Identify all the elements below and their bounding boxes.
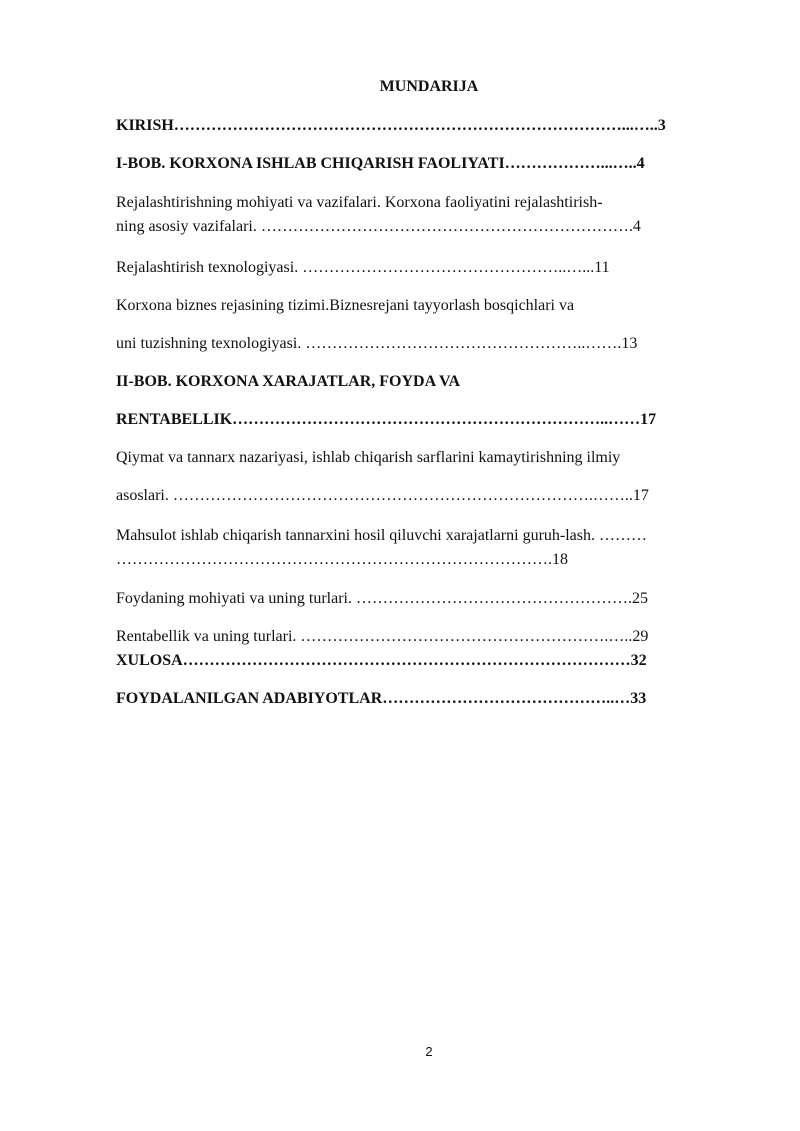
toc-entry-2-2-line1: Mahsulot ishlab chiqarish tannarxini hosil qiluvchi xarajatlarni guruh-lash. ………: [116, 527, 648, 544]
toc-entry-1-3-line2: uni tuzishning texnologiyasi. ……………………………………………..…….13: [116, 335, 638, 352]
toc-entry-2-1-line2: asoslari. …………………………………………………………………….……..17: [116, 487, 649, 504]
toc-entry-2-3: Foydaning mohiyati va uning turlari. …………………………………………….25: [116, 590, 648, 607]
toc-entry-1-1-line2: ning asosiy vazifalari. …………………………………………………………….4: [116, 218, 641, 235]
toc-entry-1-3-line1: Korxona biznes rejasining tizimi.Biznesrejani tayyorlash bosqichlari va: [116, 297, 575, 314]
toc-entry-kirish: KIRISH…………………………………………………………………………...…..3: [116, 117, 666, 134]
toc-entry-chapter-1: I-BOB. KORXONA ISHLAB CHIQARISH FAOLIYATI………………...…..4: [116, 155, 645, 172]
toc-entry-1-2: Rejalashtirish texnologiyasi. …………………………………………..…...11: [116, 259, 610, 276]
toc-entry-xulosa: XULOSA…………………………………………………………………………32: [116, 652, 647, 669]
toc-entry-1-1-line1: Rejalashtirishning mohiyati va vazifalari. Korxona faoliyatini rejalashtirish-: [116, 194, 603, 211]
toc-entry-2-4: Rentabellik va uning turlari. ………………………………………………….…..29: [116, 628, 649, 645]
toc-entry-chapter-2-line1: II-BOB. KORXONA XARAJATLAR, FOYDA VA: [116, 373, 461, 390]
toc-entry-references: FOYDALANILGAN ADABIYOTLAR……………………………………..…33: [116, 690, 647, 707]
page-number: 2: [425, 1044, 433, 1059]
toc-entry-2-2-line2: ……………………………………………………………………….18: [116, 551, 568, 568]
page-title: MUNDARIJA: [379, 78, 479, 95]
toc-entry-chapter-2-line2: RENTABELLIK……………………………………………………………..……17: [116, 411, 657, 428]
toc-entry-2-1-line1: Qiymat va tannarx nazariyasi, ishlab chiqarish sarflarini kamaytirishning ilmiy: [116, 449, 621, 466]
